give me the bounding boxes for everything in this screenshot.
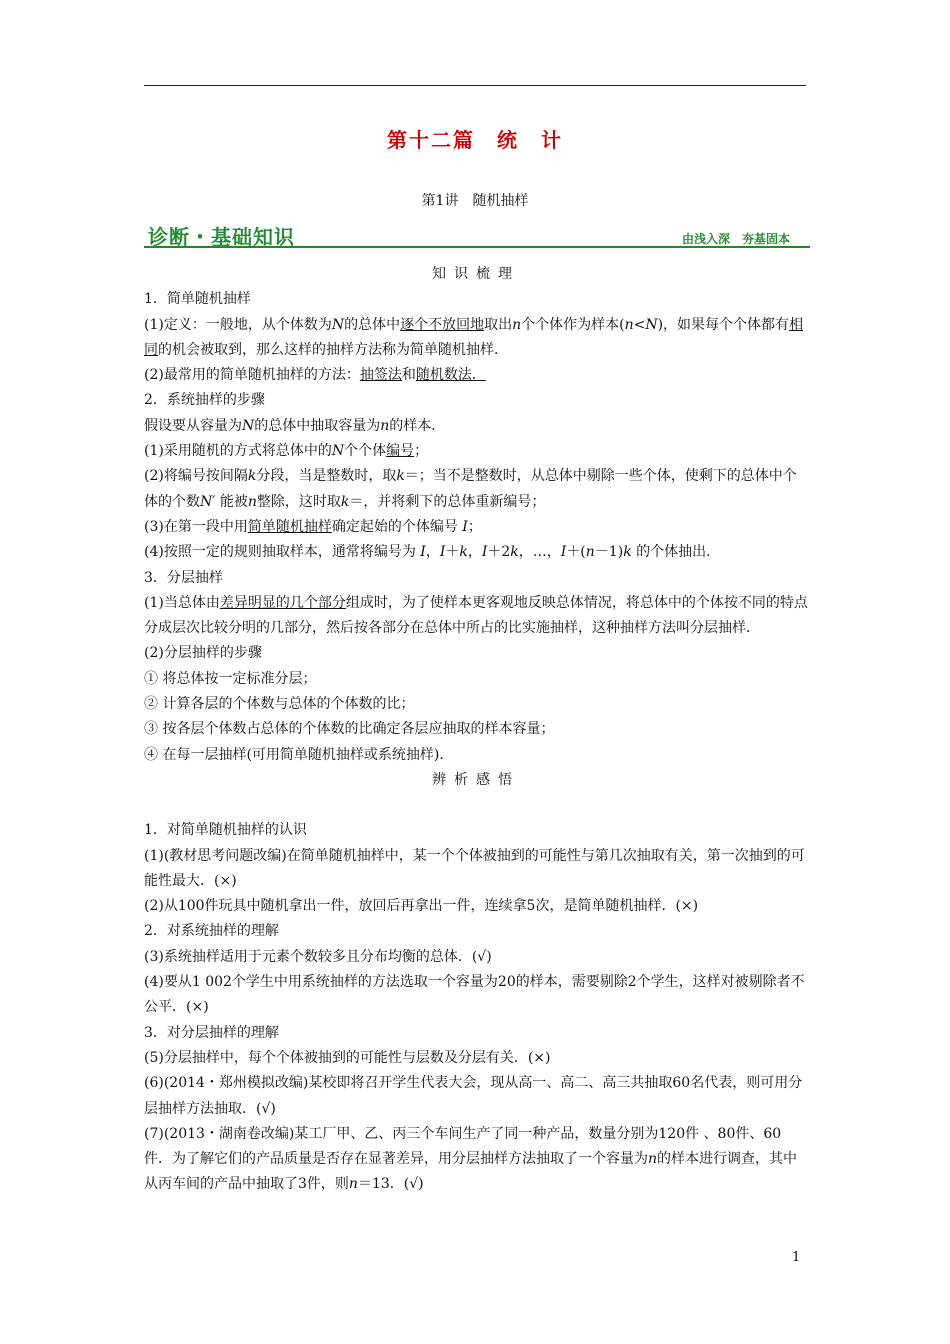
s2-intro: 假设要从容量为N的总体中抽取容量为n的样本． — [144, 417, 446, 434]
analysis-topic-1: 1．对简单随机抽样的认识 — [144, 822, 307, 839]
s2-step-2: (2)将编号按间隔k分段，当是整数时，取k＝；当不是整数时，从总体中剔除一些个体，使剩下的总体中个体的个数N′ 能被n整除，这时取k＝，并将剩下的总体重新编号； — [144, 468, 797, 510]
analysis-item-5: (5)分层抽样中，每个个体被抽到的可能性与层数及分层有关．(×) — [144, 1049, 551, 1066]
s3-title: 3．分层抽样 — [144, 569, 223, 586]
s3-step-4: ④ 在每一层抽样(可用简单随机抽样或系统抽样)． — [144, 746, 454, 763]
s1-paragraph-2: (2)最常用的简单随机抽样的方法：抽签法和随机数法． — [144, 367, 486, 384]
s1-title: 1．简单随机抽样 — [144, 291, 251, 308]
analysis-topic-2: 2．对系统抽样的理解 — [144, 923, 279, 940]
s3-step-3: ③ 按各层个体数占总体的个体数的比确定各层应抽取的样本容量； — [144, 721, 555, 738]
lecture-title: 第1讲 随机抽样 — [421, 193, 529, 209]
s2-step-1: (1)采用随机的方式将总体中的N个个体编号； — [144, 443, 429, 460]
header-rule — [144, 85, 806, 86]
s3-paragraph-1: (1)当总体由差异明显的几个部分组成时，为了使样本更客观地反映总体情况，将总体中的个体按不同的特点分成层次比较分明的几部分，然后按各部分在总体中所占的比实施抽样，这种抽样方法叫分层抽样． — [144, 594, 808, 637]
spacer — [144, 793, 808, 818]
analysis-item-2: (2)从100件玩具中随机拿出一件，放回后再拿出一件，连续拿5次，是简单随机抽样．(×) — [144, 898, 699, 915]
s3-step-2: ② 计算各层的个体数与总体的个体数的比； — [144, 696, 415, 713]
s3-paragraph-2: (2)分层抽样的步骤 — [144, 645, 262, 662]
s2-step-3: (3)在第一段中用简单随机抽样确定起始的个体编号 I； — [144, 518, 482, 535]
banner-slogan: 由浅入深 夯基固本 — [681, 232, 790, 246]
s1-paragraph-1: (1)定义：一般地，从个体数为N的总体中逐个不放回地取出n个个体作为样本(n<N)，如果每个个体都有相同的机会被取到，那么这样的抽样方法称为简单随机抽样． — [144, 316, 804, 358]
analysis-item-6: (6)(2014・郑州模拟改编)某校即将召开学生代表大会，现从高一、高二、高三共抽取60名代表，则可用分层抽样方法抽取．(√) — [144, 1075, 803, 1117]
analysis-item-3: (3)系统抽样适用于元素个数较多且分布均衡的总体．(√) — [144, 948, 492, 965]
page-number: 1 — [792, 1250, 801, 1265]
s3-step-1: ① 将总体按一定标准分层； — [144, 670, 317, 687]
s2-title: 2．系统抽样的步骤 — [144, 392, 265, 409]
chapter-title: 第十二篇 统 计 — [387, 128, 563, 152]
banner-title: 诊断・基础知识 — [148, 225, 295, 249]
main-content — [144, 262, 808, 1198]
s2-step-4: (4)按照一定的规则抽取样本，通常将编号为 I，I＋k，I＋2k，…，I＋(n－1)k 的个体抽出． — [144, 544, 721, 561]
analysis-item-4: (4)要从1 002个学生中用系统抽样的方法选取一个容量为20的样本，需要剔除2个学生，这样对被剔除者不公平．(×) — [144, 974, 805, 1016]
section-banner — [144, 220, 810, 248]
section-heading-knowledge: 知识梳理 — [432, 266, 520, 282]
banner-underline — [144, 246, 810, 248]
analysis-topic-3: 3．对分层抽样的理解 — [144, 1024, 279, 1041]
section-heading-analysis: 辨析感悟 — [432, 771, 520, 788]
analysis-item-7: (7)(2013・湖南卷改编)某工厂甲、乙、丙三个车间生产了同一种产品，数量分别为120件 、80件、60件．为了解它们的产品质量是否存在显著差异，用分层抽样方法抽取了一个容量为n的样本进行调查，其中从丙车间的产品中抽取了3件，则n＝13．(√) — [144, 1125, 798, 1193]
analysis-item-1: (1)(教材思考问题改编)在简单随机抽样中，某一个个体被抽到的可能性与第几次抽取有关，第一次抽到的可能性最大．(×) — [144, 847, 805, 889]
